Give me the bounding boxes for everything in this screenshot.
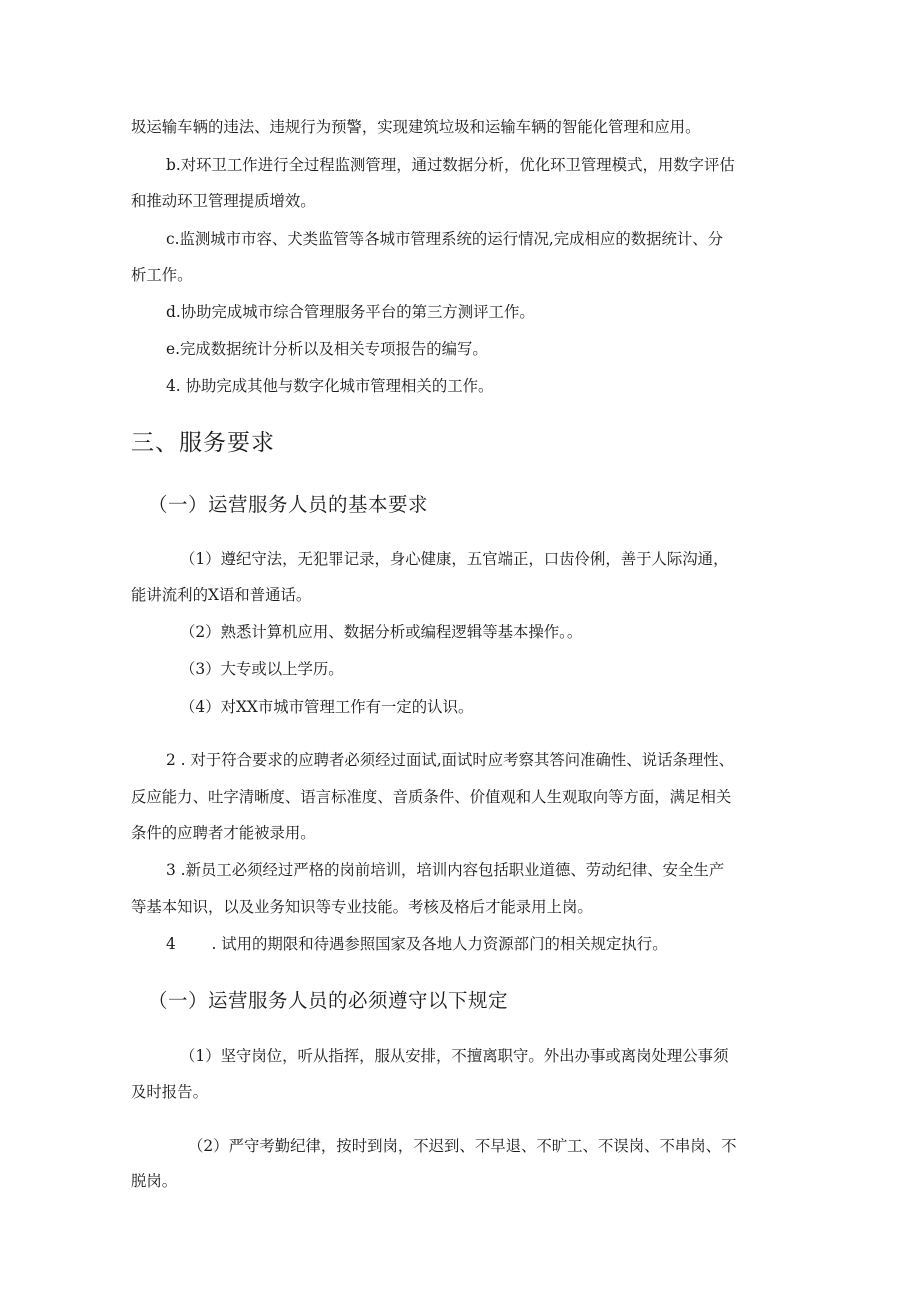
item-b: b.对环卫工作进行全过程监测管理，通过数据分析，优化环卫管理模式，用数字评估 [166,156,735,174]
subsection-heading: （一）运营服务人员的必须遵守以下规定 [148,989,509,1012]
section-heading: 三、服务要求 [131,430,275,456]
requirement-4: （4）对XX市城市管理工作有一定的认识。 [180,698,474,716]
item-d: d.协助完成城市综合管理服务平台的第三方测评工作。 [166,303,535,321]
item-c: c.监测城市市容、犬类监管等各城市管理系统的运行情况,完成相应的数据统计、分 [166,230,724,248]
rule-2: （2）严守考勤纪律，按时到岗，不迟到、不早退、不旷工、不误岗、不串岗、不 [188,1137,737,1155]
paragraph-line: 和推动环卫管理提质增效。 [131,192,316,210]
requirement-1: （1）遵纪守法，无犯罪记录，身心健康，五官端正，口齿伶俐，善于人际沟通， [180,550,729,568]
rule-1: （1）坚守岗位，听从指挥，服从安排，不擅离职守。外出办事或离岗处理公事须 [180,1047,729,1065]
paragraph-line: 反应能力、吐字清晰度、语言标准度、音质条件、价值观和人生观取向等方面，满足相关 [131,788,732,806]
paragraph-line: 条件的应聘者才能被录用。 [131,824,316,842]
requirement-3: （3）大专或以上学历。 [180,660,344,678]
subsection-heading: （一）运营服务人员的基本要求 [148,493,429,516]
item-e: e.完成数据统计分析以及相关专项报告的编写。 [166,340,488,358]
point-4: 4 . 试用的期限和待遇参照国家及各地人力资源部门的相关规定执行。 [166,935,668,953]
point-2: 2 . 对于符合要求的应聘者必须经过面试,面试时应考察其答问准确性、说话条理性、 [166,751,735,769]
paragraph-line: 圾运输车辆的违法、违规行为预警，实现建筑垃圾和运输车辆的智能化管理和应用。 [131,118,701,136]
point-3: 3 .新员工必须经过严格的岗前培训，培训内容包括职业道德、劳动纪律、安全生产 [166,861,725,879]
paragraph-line: 脱岗。 [131,1172,178,1190]
item-4: 4. 协助完成其他与数字化城市管理相关的工作。 [166,377,494,395]
paragraph-line: 等基本知识，以及业务知识等专业技能。考核及格后才能录用上岗。 [131,898,593,916]
requirement-2: （2）熟悉计算机应用、数据分析或编程逻辑等基本操作。。 [180,623,583,641]
paragraph-line: 及时报告。 [131,1083,208,1101]
paragraph-line: 能讲流利的X语和普通话。 [131,586,312,604]
paragraph-line: 析工作。 [131,266,193,284]
